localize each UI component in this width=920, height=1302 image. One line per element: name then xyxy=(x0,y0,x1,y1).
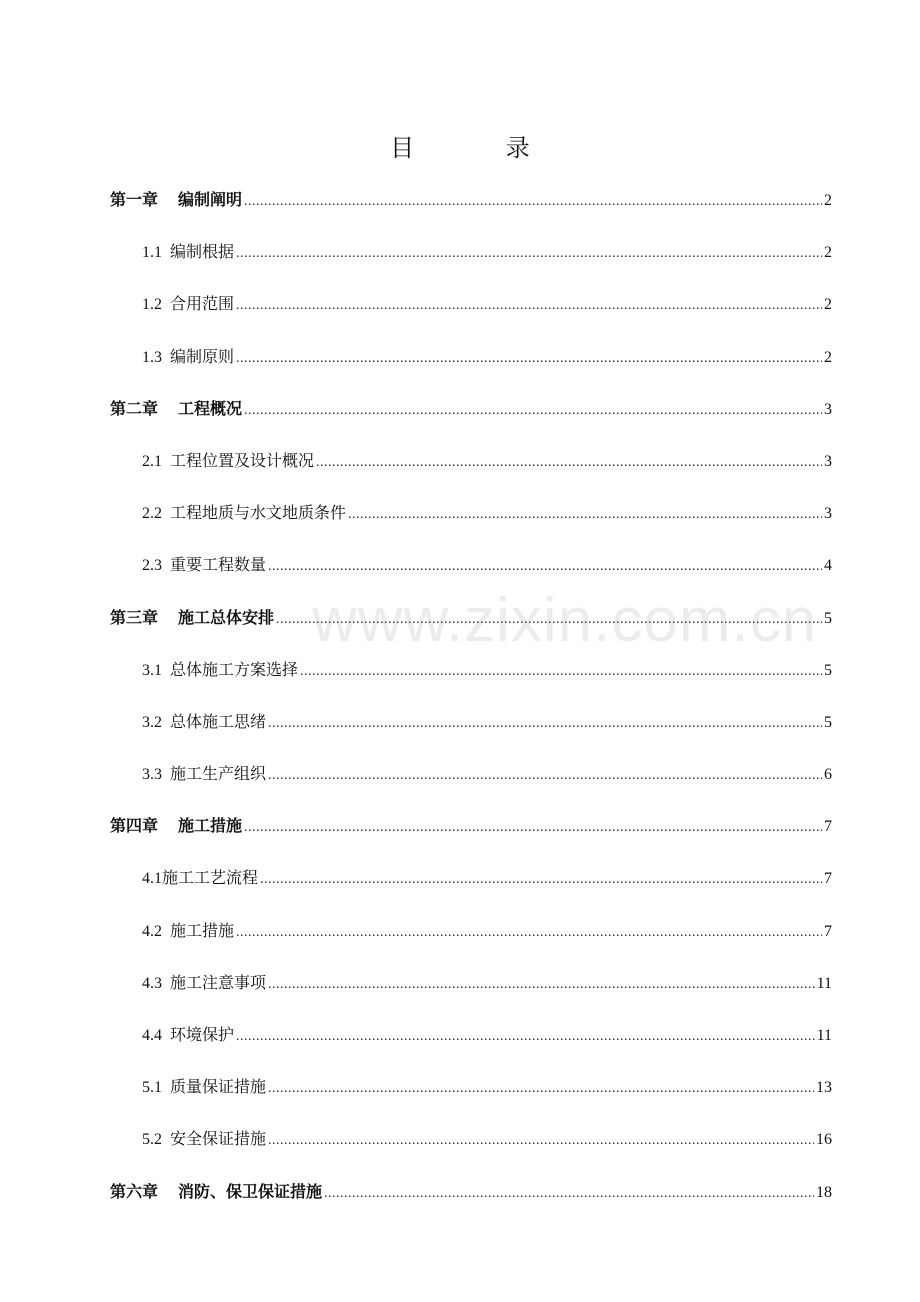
toc-entry-number: 4.2 xyxy=(142,922,162,940)
toc-entry-page: 18 xyxy=(816,1183,832,1201)
toc-entry-number: 2.1 xyxy=(142,452,162,470)
toc-entry-page: 2 xyxy=(824,192,832,209)
toc-entry-number: 4.4 xyxy=(142,1027,162,1044)
dot-leader xyxy=(244,393,822,429)
toc-entry-label: 工程位置及设计概况 xyxy=(170,450,315,470)
toc-entry-page: 5 xyxy=(824,661,832,679)
toc-entry-number: 第三章 xyxy=(110,609,159,627)
toc-chapter-6[interactable] xyxy=(110,1174,832,1226)
toc-chapter-4[interactable] xyxy=(110,808,832,860)
toc-entry-number: 5.2 xyxy=(142,1131,162,1149)
toc-entry-page: 5 xyxy=(824,609,832,627)
toc-entry-page: 3 xyxy=(824,452,832,470)
dot-leader xyxy=(276,602,822,638)
toc-section-3-2[interactable] xyxy=(110,704,832,756)
toc-entry-page: 4 xyxy=(824,557,832,575)
dot-leader xyxy=(268,967,815,1003)
toc-chapter-1[interactable] xyxy=(110,182,832,234)
toc-section-5-1[interactable] xyxy=(110,1069,832,1121)
toc-entry-label: 施工总体安排 xyxy=(178,607,275,627)
toc-entry-number: 2.2 xyxy=(142,505,162,523)
toc-entry-number: 4.3 xyxy=(142,974,162,992)
toc-section-3-1[interactable] xyxy=(110,652,832,704)
toc-entry-number: 第二章 xyxy=(110,400,159,418)
dot-leader xyxy=(244,810,822,846)
toc-entry-label: 总体施工思绪 xyxy=(170,711,267,731)
toc-entry-page: 16 xyxy=(816,1131,832,1149)
toc-entry-page: 11 xyxy=(816,974,832,992)
dot-leader xyxy=(268,1071,814,1107)
dot-leader xyxy=(244,184,822,220)
toc-entry-number: 1.1 xyxy=(142,244,162,262)
toc-entry-label: 质量保证措施 xyxy=(170,1077,267,1097)
toc-section-2-3[interactable] xyxy=(110,547,832,599)
dot-leader xyxy=(316,445,822,481)
page-title: 目 录 xyxy=(390,134,572,162)
toc-section-3-3[interactable] xyxy=(110,756,832,808)
toc-entry-label: 施工措施 xyxy=(170,920,235,940)
dot-leader xyxy=(268,1123,814,1159)
toc-entry-label: 编制原则 xyxy=(170,346,235,366)
dot-leader xyxy=(268,549,822,585)
toc-entry-page: 7 xyxy=(824,818,832,836)
toc-section-4-4[interactable] xyxy=(110,1017,832,1069)
toc-entry-page: 2 xyxy=(824,348,832,366)
toc-section-2-2[interactable] xyxy=(110,495,832,547)
toc-entry-number: 2.3 xyxy=(142,557,162,575)
dot-leader xyxy=(236,1019,815,1055)
toc-entry-label: 编制阐明 xyxy=(178,190,243,209)
toc-entry-label: 施工注意事项 xyxy=(170,972,267,992)
dot-leader xyxy=(324,1176,814,1212)
dot-leader xyxy=(236,236,822,272)
toc-entry-page: 13 xyxy=(816,1079,832,1097)
dot-leader xyxy=(268,706,822,742)
dot-leader xyxy=(260,862,822,898)
dot-leader xyxy=(300,654,822,690)
toc-entry-page: 5 xyxy=(824,713,832,731)
toc-chapter-3[interactable] xyxy=(110,600,832,652)
toc-section-1-2[interactable] xyxy=(110,286,832,338)
toc-section-4-3[interactable] xyxy=(110,965,832,1017)
toc-entry-page: 7 xyxy=(824,870,832,888)
toc-entry-number: 第六章 xyxy=(110,1183,159,1201)
toc-entry-number: 3.3 xyxy=(142,766,162,784)
toc-entry-page: 3 xyxy=(824,400,832,418)
toc-section-1-3[interactable] xyxy=(110,339,832,391)
watermark: www.zixin.com.cn xyxy=(312,586,818,655)
toc-entry-number: 1.2 xyxy=(142,296,162,314)
toc-entry-label: 消防、保卫保证措施 xyxy=(178,1181,323,1201)
toc-entry-label: 合用范围 xyxy=(170,294,235,314)
toc-section-5-2[interactable] xyxy=(110,1121,832,1173)
dot-leader xyxy=(236,288,822,324)
toc-entry-number: 3.2 xyxy=(142,713,162,731)
toc-entry-page: 7 xyxy=(824,922,832,940)
toc-entry-page: 3 xyxy=(824,505,832,523)
toc-entry-label: 工程地质与水文地质条件 xyxy=(170,503,347,523)
toc-entry-page: 11 xyxy=(816,1027,832,1044)
dot-leader xyxy=(236,341,822,377)
dot-leader xyxy=(236,915,822,951)
toc-entry-label: 编制根据 xyxy=(170,242,235,262)
toc-section-4-1[interactable] xyxy=(110,860,832,912)
table-of-contents xyxy=(110,182,832,1226)
toc-entry-label: 环境保护 xyxy=(170,1025,235,1044)
toc-section-1-1[interactable] xyxy=(110,234,832,286)
toc-entry-number: 3.1 xyxy=(142,661,162,679)
toc-entry-number: 第四章 xyxy=(110,818,159,836)
toc-entry-label: 重要工程数量 xyxy=(170,555,267,575)
toc-entry-label: 施工生产组织 xyxy=(170,764,267,784)
toc-entry-label: 安全保证措施 xyxy=(170,1129,267,1149)
toc-entry-number: 5.1 xyxy=(142,1079,162,1097)
toc-chapter-2[interactable] xyxy=(110,391,832,443)
toc-entry-number: 第一章 xyxy=(110,192,159,209)
toc-entry-page: 2 xyxy=(824,244,832,262)
toc-entry-number: 1.3 xyxy=(142,348,162,366)
toc-entry-page: 6 xyxy=(824,766,832,784)
toc-section-4-2[interactable] xyxy=(110,913,832,965)
toc-entry-page: 2 xyxy=(824,296,832,314)
dot-leader xyxy=(268,758,822,794)
toc-entry-label: 施工措施 xyxy=(178,816,243,836)
toc-entry-label: 施工工艺流程 xyxy=(162,868,259,888)
toc-entry-label: 总体施工方案选择 xyxy=(170,659,299,679)
toc-section-2-1[interactable] xyxy=(110,443,832,495)
toc-entry-label: 工程概况 xyxy=(178,398,243,418)
toc-entry-number: 4.1 xyxy=(142,870,162,888)
dot-leader xyxy=(348,497,822,533)
